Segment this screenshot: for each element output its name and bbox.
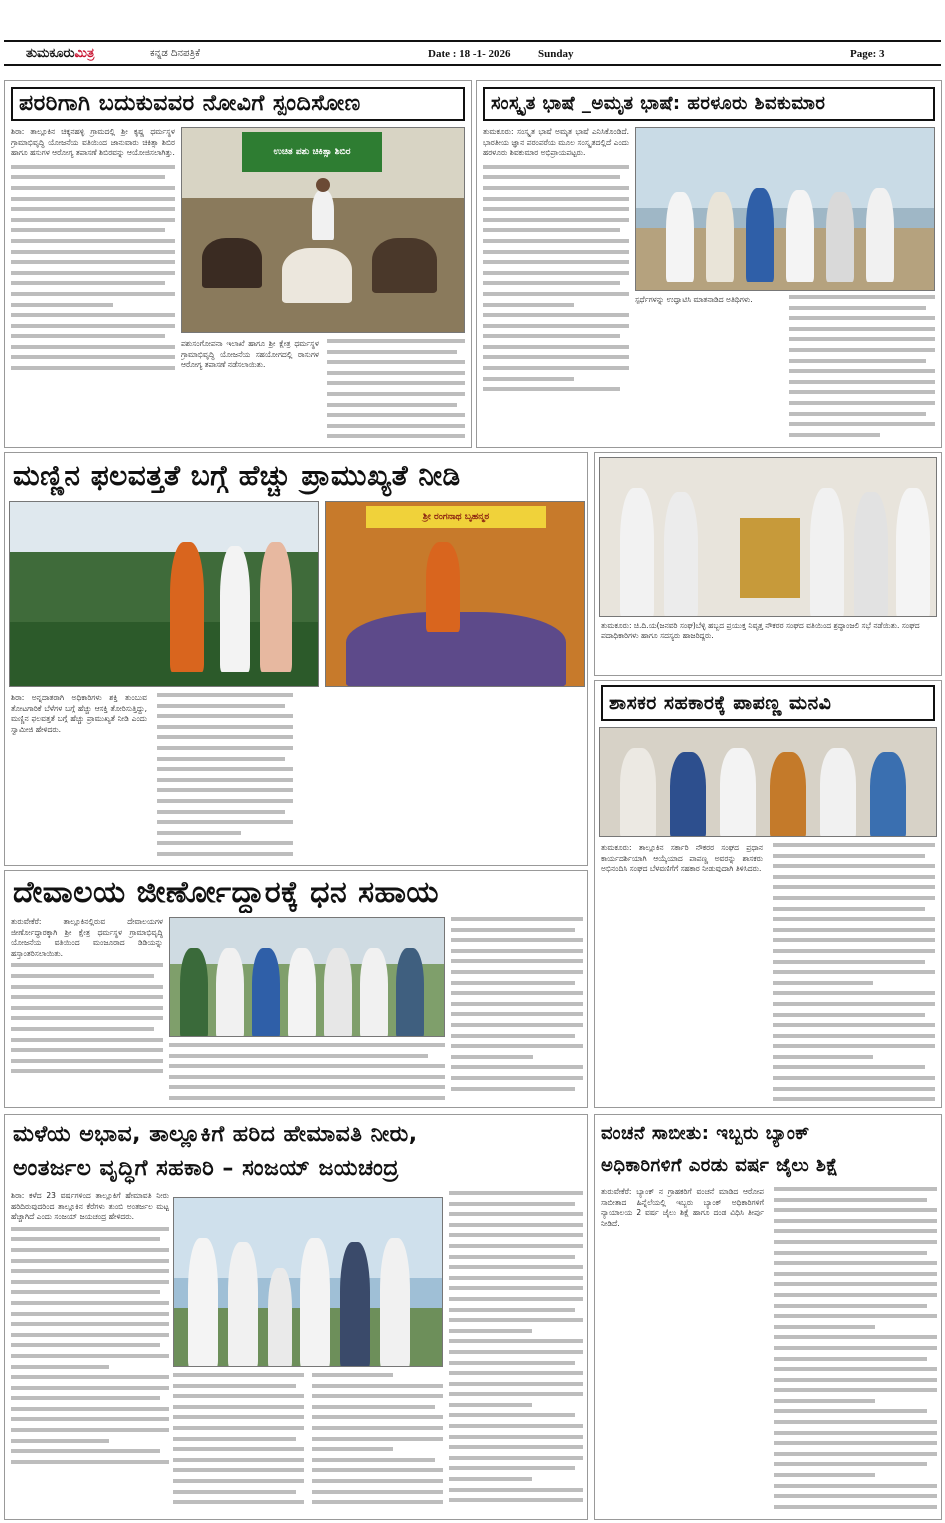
- person-shape: [620, 488, 654, 617]
- newspaper-logo: [26, 46, 94, 61]
- masthead-subtitle: ಕನ್ನಡ ದಿನಪತ್ರಿಕೆ: [150, 48, 201, 59]
- article-2-lead: ತುಮಕೂರು: ಸಂಸ್ಕೃತ ಭಾಷೆ ಅಮೃತ ಭಾಷೆ ಎನಿಸಿಕೊಂಡಿದೆ. ಭಾರತೀಯ ಜ್ಞಾನ ಪರಂಪರೆಯ ಮೂಲ ಸಂಸ್ಕೃತದಲ್ಲಿದೆ ಎಂದು ಹರಳೂರು ಶಿವಕುಮಾರ ಅಭಿಪ್ರಾಯಪಟ್ಟರು.: [483, 127, 629, 158]
- article-3-photo-right: [325, 501, 585, 687]
- article-3-body: [11, 693, 585, 861]
- article-2-photo: [635, 127, 935, 291]
- article-7: [4, 1114, 588, 1520]
- cow-shape: [282, 248, 352, 303]
- person-shape: [312, 190, 334, 240]
- person-shape: [770, 752, 806, 837]
- article-6-photo: [169, 917, 445, 1037]
- person-head: [316, 178, 330, 192]
- article-8-body: [601, 1187, 937, 1515]
- article-1-photo: [181, 127, 465, 333]
- article-3-text-lines: [157, 693, 293, 861]
- masthead-rule-top: [4, 40, 941, 42]
- article-3: [4, 452, 588, 866]
- article-5-lead: ತುಮಕೂರು: ತಾಲ್ಲೂಕಿನ ಸರ್ಕಾರಿ ನೌಕರರ ಸಂಘದ ಪ್ರಧಾನ ಕಾರ್ಯದರ್ಶಿಯಾಗಿ ಆಯ್ಕೆಯಾದ ಪಾಪಣ್ಣ ಅವರನ್ನು ಶಾಸಕರು ಅಭಿನಂದಿಸಿ ಸಂಘದ ಬೆಳವಣಿಗೆಗೆ ಸಹಕಾರ ನೀಡುವುದಾಗಿ ತಿಳಿಸಿದರು.: [601, 843, 763, 874]
- article-5: [594, 680, 942, 1108]
- article-1-caption: ಪಶುಸಂಗೋಪನಾ ಇಲಾಖೆ ಹಾಗೂ ಶ್ರೀ ಕ್ಷೇತ್ರ ಧರ್ಮಸ್ಥಳ ಗ್ರಾಮಾಭಿವೃದ್ಧಿ ಯೋಜನೆಯ ಸಹಯೋಗದಲ್ಲಿ ರಾಸುಗಳ ಆರೋಗ್ಯ ತಪಾಸಣೆ ನಡೆಸಲಾಯಿತು.: [181, 339, 319, 370]
- logo-text: ತುಮಕೂರು: [26, 46, 75, 61]
- person-shape: [666, 192, 694, 282]
- article-7-text-lines: [11, 1227, 169, 1477]
- article-5-headline: ಶಾಸಕರ ಸಹಕಾರಕ್ಕೆ ಪಾಪಣ್ಣ ಮನವಿ: [601, 685, 935, 721]
- logo-text-accent: ಮಿತ್ರ: [74, 46, 95, 61]
- article-6-text-lines-mid: [169, 1043, 445, 1103]
- person-shape: [396, 948, 424, 1037]
- person-shape: [820, 748, 856, 837]
- article-1-continued-lines: [327, 339, 465, 439]
- article-2: [476, 80, 942, 448]
- page-number: Page: 3: [850, 48, 885, 60]
- article-1-headline: ಪರರಿಗಾಗಿ ಬದುಕುವವರ ನೋವಿಗೆ ಸ್ಪಂದಿಸೋಣ: [11, 87, 465, 121]
- person-shape: [288, 948, 316, 1037]
- person-shape: [220, 546, 250, 672]
- person-shape: [180, 948, 208, 1037]
- person-shape: [268, 1268, 292, 1367]
- article-5-photo: [599, 727, 937, 837]
- swami-figure: [426, 542, 460, 632]
- article-8-text-lines: [774, 1187, 937, 1515]
- article-4-caption: ತುಮಕೂರು: ಚಿ.ದಿ.ಯ(ಜನವರಿ ಸಂಘ)ಬೆಳ್ಳಿ ಹಬ್ಬದ ಪ್ರಯುಕ್ತ ನಿವೃತ್ತ ನೌಕರರ ಸಂಘದ ವತಿಯಿಂದ ಶ್ರದ್ಧಾಂಜಲಿ ಸಭೆ ನಡೆಯಿತು. ಸಂಘದ ಪದಾಧಿಕಾರಿಗಳು ಹಾಗೂ ಸದಸ್ಯರು ಹಾಜರಿದ್ದರು.: [601, 621, 920, 640]
- person-shape: [620, 748, 656, 837]
- issue-date: Date : 18 -1- 2026: [428, 48, 511, 60]
- article-7-lead: ಶಿರಾ: ಕಳೆದ 23 ವರ್ಷಗಳಿಂದ ತಾಲ್ಲೂಕಿಗೆ ಹೇಮಾವತಿ ನೀರು ಹರಿದಿರುವುದರಿಂದ ತಾಲ್ಲೂಕಿನ ಕೆರೆಗಳು ತುಂಬಿ ಅಂತರ್ಜಲ ಮಟ್ಟ ಹೆಚ್ಚಾಗಿದೆ ಎಂದು ಸಂಜಯ್ ಜಯಚಂದ್ರ ಹೇಳಿದರು.: [11, 1191, 169, 1222]
- person-shape: [870, 752, 906, 837]
- person-shape: [380, 1238, 410, 1367]
- article-6-headline: ದೇವಾಲಯ ಜೀರ್ಣೋದ್ದಾರಕ್ಕೆ ಧನ ಸಹಾಯ: [13, 875, 440, 910]
- article-1-continued: [181, 339, 465, 439]
- person-shape: [746, 188, 774, 282]
- article-7-body: [11, 1191, 169, 1515]
- person-shape: [188, 1238, 218, 1367]
- person-shape: [810, 488, 844, 617]
- cow-shape: [202, 238, 262, 288]
- person-shape: [252, 948, 280, 1037]
- article-6-text-lines: [11, 963, 163, 1083]
- swami-figure: [170, 542, 204, 672]
- article-1-photo-banner: ಉಚಿತ ಪಶು ಚಿಕಿತ್ಸಾ ಶಿಬಿರ: [242, 132, 382, 172]
- person-shape: [670, 752, 706, 837]
- person-shape: [826, 192, 854, 282]
- article-7-photo: [173, 1197, 443, 1367]
- article-8-lead: ತುರುವೇಕೆರೆ: ಬ್ಯಾಂಕ್ ನ ಗ್ರಾಹಕರಿಗೆ ವಂಚನೆ ಮಾಡಿದ ಆರೋಪ ಸಾಬೀತಾದ ಹಿನ್ನೆಲೆಯಲ್ಲಿ ಇಬ್ಬರು ಬ್ಯಾಂಕ್ ಅಧಿಕಾರಿಗಳಿಗೆ ನ್ಯಾಯಾಲಯ 2 ವರ್ಷ ಜೈಲು ಶಿಕ್ಷೆ ಹಾಗೂ ದಂಡ ವಿಧಿಸಿ ತೀರ್ಪು ನೀಡಿದೆ.: [601, 1187, 764, 1228]
- person-shape: [260, 542, 292, 672]
- article-2-continued: [635, 295, 935, 439]
- article-2-headline: ಸಂಸ್ಕೃತ ಭಾಷೆ _ಅಮೃತ ಭಾಷೆ: ಹರಳೂರು ಶಿವಕುಮಾರ: [483, 87, 935, 121]
- person-shape: [786, 190, 814, 282]
- person-shape: [854, 492, 888, 617]
- article-4-photo: [599, 457, 937, 617]
- article-6-lead: ತುರುವೇಕೆರೆ: ತಾಲ್ಲೂಕಿನಲ್ಲಿರುವ ದೇವಾಲಯಗಳ ಜೀರ್ಣೋದ್ಧಾರಕ್ಕಾಗಿ ಶ್ರೀ ಕ್ಷೇತ್ರ ಧರ್ಮಸ್ಥಳ ಗ್ರಾಮಾಭಿವೃದ್ಧಿ ಯೋಜನೆಯ ವತಿಯಿಂದ ಮಂಜೂರಾದ ಡಿಡಿಯನ್ನು ಹಸ್ತಾಂತರಿಸಲಾಯಿತು.: [11, 917, 163, 958]
- article-7-headline-line-2: ಅಂತರ್ಜಲ ವೃದ್ಧಿಗೆ ಸಹಕಾರಿ – ಸಂಜಯ್ ಜಯಚಂದ್ರ: [13, 1156, 399, 1181]
- masthead-rule-bottom: [4, 64, 941, 66]
- article-8-headline-line-1: ವಂಚನೆ ಸಾಬೀತು: ಇಬ್ಬರು ಬ್ಯಾಂಕ್: [601, 1123, 810, 1144]
- article-3-photo-left: [9, 501, 319, 687]
- article-3-headline: ಮಣ್ಣಿನ ಫಲವತ್ತತೆ ಬಗ್ಗೆ ಹೆಚ್ಚು ಪ್ರಾಮುಖ್ಯತೆ ನೀಡಿ: [13, 459, 461, 492]
- person-shape: [360, 948, 388, 1037]
- person-shape: [228, 1242, 258, 1367]
- article-8-headline-line-2: ಅಧಿಕಾರಿಗಳಿಗೆ ಎರಡು ವರ್ಷ ಜೈಲು ಶಿಕ್ಷೆ: [601, 1155, 839, 1176]
- person-shape: [216, 948, 244, 1037]
- article-3-lead: ಶಿರಾ: ಅನ್ನದಾತರಾಗಿ ಅಧಿಕಾರಿಗಳು ಶಕ್ತಿ ತುಂಬುವ ತೋಟಗಾರಿಕೆ ಬೆಳೆಗಳ ಬಗ್ಗೆ ಹೆಚ್ಚು ಆಸಕ್ತಿ ತೋರಿಸುತ್ತಿದ್ದು, ಮಣ್ಣಿನ ಫಲವತ್ತತೆ ಬಗ್ಗೆ ಹೆಚ್ಚು ಪ್ರಾಮುಖ್ಯತೆ ನೀಡಿ ಎಂದು ಸ್ವಾಮೀಜಿ ಹೇಳಿದರು.: [11, 693, 147, 734]
- person-shape: [706, 192, 734, 282]
- person-shape: [720, 748, 756, 837]
- article-2-caption: ಸ್ಪರ್ಧೆಗಳನ್ನು ಉದ್ಘಾಟಿಸಿ ಮಾತನಾಡಿದ ಅತಿಥಿಗಳು.: [635, 295, 753, 304]
- person-shape: [300, 1238, 330, 1367]
- article-6: [4, 870, 588, 1108]
- article-8: [594, 1114, 942, 1520]
- article-7-headline-line-1: ಮಳೆಯ ಅಭಾವ, ತಾಲ್ಲೂಕಿಗೆ ಹರಿದ ಹೇಮಾವತಿ ನೀರು,: [13, 1122, 418, 1147]
- portrait-frame: [740, 518, 800, 598]
- article-7-text-lines-mid: [173, 1373, 443, 1515]
- person-shape: [324, 948, 352, 1037]
- article-5-text-lines: [773, 843, 935, 1103]
- article-1-text-lines: [11, 165, 175, 385]
- article-2-text-lines: [483, 165, 629, 405]
- article-5-body: [601, 843, 935, 1103]
- article-1-body: [11, 127, 175, 439]
- article-1-lead: ಶಿರಾ: ತಾಲ್ಲೂಕಿನ ಚಿಕ್ಕನಹಳ್ಳಿ ಗ್ರಾಮದಲ್ಲಿ ಶ್ರೀ ಕೃಷ್ಣ ಧರ್ಮಸ್ಥಳ ಗ್ರಾಮಾಭಿವೃದ್ಧಿ ಯೋಜನೆಯ ವತಿಯಿಂದ ಜಾನುವಾರು ಚಿಕಿತ್ಸಾ ಶಿಬಿರ ಹಾಗೂ ಹಸುಗಳ ಆರೋಗ್ಯ ತಪಾಸಣೆ ಶಿಬಿರವನ್ನು ಆಯೋಜಿಸಲಾಗಿತ್ತು.: [11, 127, 175, 158]
- person-shape: [340, 1242, 370, 1367]
- article-6-text-lines-right: [451, 917, 583, 1103]
- person-shape: [664, 492, 698, 617]
- cow-shape: [372, 238, 437, 293]
- article-2-body: [483, 127, 629, 439]
- person-shape: [896, 488, 930, 617]
- article-4: [594, 452, 942, 676]
- article-6-body: [11, 917, 163, 1103]
- issue-day: Sunday: [538, 48, 574, 60]
- person-shape: [866, 188, 894, 282]
- masthead: [0, 0, 945, 60]
- article-2-continued-lines: [789, 295, 935, 439]
- article-3-photo-banner: ಶ್ರೀ ರಂಗನಾಥ ಬೃಹನ್ಮಠ: [366, 506, 546, 528]
- article-7-text-lines-right: [449, 1191, 583, 1515]
- article-1: [4, 80, 472, 448]
